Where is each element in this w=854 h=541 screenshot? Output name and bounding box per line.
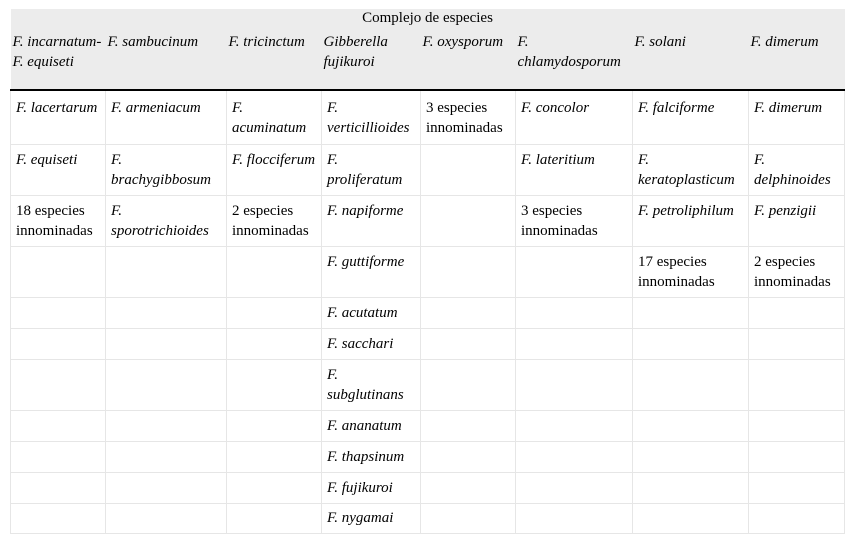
table-caption: Complejo de especies xyxy=(11,9,845,28)
table-cell xyxy=(106,246,227,297)
table-cell: 18 especies innominadas xyxy=(11,195,106,246)
table-cell xyxy=(227,503,322,533)
table-cell: F. lateritium xyxy=(516,144,633,195)
table-cell: F. napiforme xyxy=(322,195,421,246)
column-header: F. incarnatum-F. equiseti xyxy=(11,28,106,90)
table-cell: F. proliferatum xyxy=(322,144,421,195)
table-cell: F. nygamai xyxy=(322,503,421,533)
table-cell xyxy=(749,410,845,441)
table-cell xyxy=(633,410,749,441)
table-cell xyxy=(633,359,749,410)
table-cell xyxy=(516,297,633,328)
table-cell: F. keratoplasticum xyxy=(633,144,749,195)
table-cell: F. dimerum xyxy=(749,90,845,144)
table-cell xyxy=(633,328,749,359)
table-cell xyxy=(106,503,227,533)
table-cell: F. subglutinans xyxy=(322,359,421,410)
column-header: F. sambucinum xyxy=(106,28,227,90)
table-cell xyxy=(633,472,749,503)
table-cell xyxy=(749,297,845,328)
table-cell xyxy=(227,246,322,297)
table-cell xyxy=(421,410,516,441)
table-cell xyxy=(11,441,106,472)
table-cell xyxy=(421,297,516,328)
table-cell xyxy=(516,328,633,359)
column-header: F. oxysporum xyxy=(421,28,516,90)
table-row xyxy=(11,472,845,503)
table-cell xyxy=(749,328,845,359)
table-cell xyxy=(421,503,516,533)
table-cell: F. armeniacum xyxy=(106,90,227,144)
table-cell: F. verticillioides xyxy=(322,90,421,144)
table-row xyxy=(11,441,845,472)
table-row xyxy=(11,503,845,533)
table-cell: 3 especies innominadas xyxy=(516,195,633,246)
table-cell xyxy=(516,503,633,533)
table-cell xyxy=(227,328,322,359)
table-cell xyxy=(11,472,106,503)
table-cell xyxy=(749,472,845,503)
header-row xyxy=(11,28,845,90)
table-row xyxy=(11,328,845,359)
table-cell xyxy=(421,472,516,503)
table-cell xyxy=(227,359,322,410)
table-row xyxy=(11,297,845,328)
table-cell: F. delphinoides xyxy=(749,144,845,195)
table-cell: F. brachygibbosum xyxy=(106,144,227,195)
table-cell xyxy=(106,359,227,410)
table-cell xyxy=(633,441,749,472)
table-row xyxy=(11,359,845,410)
table-cell xyxy=(421,195,516,246)
column-header: F. chlamydosporum xyxy=(516,28,633,90)
column-header: F. solani xyxy=(633,28,749,90)
table-cell: F. sacchari xyxy=(322,328,421,359)
table-cell xyxy=(106,328,227,359)
table-cell: F. lacertarum xyxy=(11,90,106,144)
table-cell: F. equiseti xyxy=(11,144,106,195)
table-cell: F. petroliphilum xyxy=(633,195,749,246)
table-cell: 3 especies innominadas xyxy=(421,90,516,144)
table-cell xyxy=(516,410,633,441)
column-header: F. tricinctum xyxy=(227,28,322,90)
table-cell xyxy=(633,503,749,533)
table-cell: 17 especies innominadas xyxy=(633,246,749,297)
table-cell xyxy=(11,359,106,410)
species-complex-table xyxy=(10,9,845,534)
table-cell xyxy=(227,297,322,328)
table-cell: F. fujikuroi xyxy=(322,472,421,503)
table-row xyxy=(11,195,845,246)
table-cell xyxy=(749,503,845,533)
table-cell: F. falciforme xyxy=(633,90,749,144)
table-row xyxy=(11,144,845,195)
table-cell xyxy=(749,359,845,410)
table-cell xyxy=(11,503,106,533)
table-cell xyxy=(227,472,322,503)
table-cell: 2 especies innominadas xyxy=(227,195,322,246)
table-cell: 2 especies innominadas xyxy=(749,246,845,297)
table-cell xyxy=(749,441,845,472)
table-cell xyxy=(516,246,633,297)
table-cell xyxy=(516,441,633,472)
table-cell xyxy=(227,410,322,441)
table-cell xyxy=(106,297,227,328)
table-cell xyxy=(11,246,106,297)
table-cell xyxy=(421,246,516,297)
table-cell: F. ananatum xyxy=(322,410,421,441)
table-cell xyxy=(11,297,106,328)
table-cell: F. concolor xyxy=(516,90,633,144)
table-cell: F. sporotrichioides xyxy=(106,195,227,246)
column-header: F. dimerum xyxy=(749,28,845,90)
table-row xyxy=(11,246,845,297)
table-cell xyxy=(421,441,516,472)
table-cell: F. thapsinum xyxy=(322,441,421,472)
table-cell xyxy=(11,328,106,359)
table-cell xyxy=(106,472,227,503)
table-cell xyxy=(516,359,633,410)
table-cell: F. acuminatum xyxy=(227,90,322,144)
table-row xyxy=(11,410,845,441)
table-cell xyxy=(11,410,106,441)
table-cell: F. flocciferum xyxy=(227,144,322,195)
table-cell xyxy=(516,472,633,503)
table-row xyxy=(11,90,845,144)
table-cell xyxy=(421,328,516,359)
table-cell xyxy=(421,359,516,410)
table-cell xyxy=(227,441,322,472)
table-cell xyxy=(633,297,749,328)
table-cell: F. acutatum xyxy=(322,297,421,328)
table-cell xyxy=(106,410,227,441)
table-cell: F. guttiforme xyxy=(322,246,421,297)
table-cell xyxy=(421,144,516,195)
column-header: Gibberella fujikuroi xyxy=(322,28,421,90)
table-cell: F. penzigii xyxy=(749,195,845,246)
table-cell xyxy=(106,441,227,472)
